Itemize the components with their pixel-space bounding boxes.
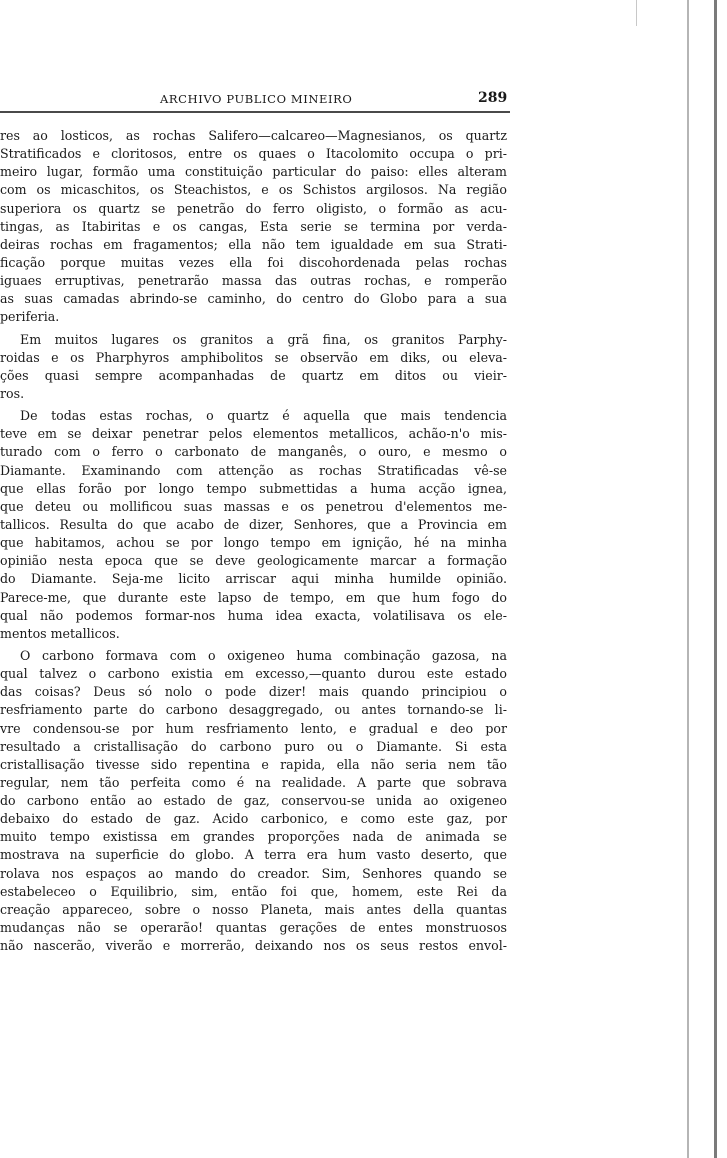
text-line: tingas, as Itabiritas e os cangas, Esta serie se termina por verda- [0, 218, 507, 234]
header-rule [0, 111, 510, 113]
text-line: mentos metallicos. [0, 625, 120, 641]
text-line: opinião nesta epoca que se deve geologicamente marcar a formação [0, 553, 507, 569]
book-spine-edge [714, 0, 717, 1158]
text-line: ções quasi sempre acompanhadas de quartz em ditos ou vieir- [0, 367, 507, 383]
text-line: as suas camadas abrindo-se caminho, do centro do Globo para a sua [0, 291, 507, 307]
text-line: das coisas? Deus só nolo o pode dizer! mais quando principiou o [0, 684, 507, 700]
text-line: Parece-me, que durante este lapso de tempo, em que hum fogo do [0, 589, 507, 605]
text-line: que habitamos, achou se por longo tempo em ignição, hé na minha [0, 535, 507, 551]
text-line: Em muitos lugares os granitos a grã fina, os granitos Parphy- [20, 331, 507, 347]
text-line: vre condensou-se por hum resfriamento lento, e gradual e deo por [0, 720, 507, 736]
text-line: cristallisação tivesse sido repentina e rapida, ella não seria nem tão [0, 756, 507, 772]
paragraph [0, 407, 507, 643]
running-header [0, 90, 510, 112]
text-line: não nascerão, viverão e morrerão, deixando nos os seus restos envol- [0, 938, 507, 954]
text-line: qual talvez o carbono existia em excesso,—quanto durou este estado [0, 666, 507, 682]
text-line: Stratificados e cloritosos, entre os quaes o Itacolomito occupa o pri- [0, 146, 507, 162]
text-line: do carbono então ao estado de gaz, conservou-se unida ao oxigeneo [0, 793, 507, 809]
page-number: 289 [478, 90, 508, 106]
text-line: periferia. [0, 309, 60, 325]
text-line: roidas e os Pharphyros amphibolitos se observão em diks, ou eleva- [0, 349, 507, 365]
text-line: do Diamante. Seja-me licito arriscar aqui minha humilde opinião. [0, 571, 507, 587]
text-line: tallicos. Resulta do que acabo de dizer, Senhores, que a Provincia em [0, 516, 507, 532]
text-line: deiras rochas em fragamentos; ella não tem igualdade em sua Strati- [0, 236, 507, 252]
text-line: resfriamento parte do carbono desaggregado, ou antes tornando-se li- [0, 702, 507, 718]
text-line: que ellas forão por longo tempo submettidas a huma acção ignea, [0, 480, 507, 496]
text-line: que deteu ou mollificou suas massas e os penetrou d'elementos me- [0, 498, 507, 514]
paragraph [0, 647, 507, 955]
text-line: mudanças não se operarão! quantas gerações de entes monstruosos [0, 920, 507, 936]
body-text [0, 127, 507, 955]
page-edge-line [687, 0, 689, 1158]
text-line: Diamante. Examinando com attenção as rochas Stratificadas vê-se [0, 462, 507, 478]
text-line: resultado a cristallisação do carbono puro ou o Diamante. Si esta [0, 738, 507, 754]
text-line: mostrava na superficie do globo. A terra era hum vasto deserto, que [0, 847, 507, 863]
text-line: qual não podemos formar-nos huma idea exacta, volatilisava os ele- [0, 607, 507, 623]
text-line: ficação porque muitas vezes ella foi discohordenada pelas rochas [0, 254, 507, 270]
text-line: com os micaschitos, os Steachistos, e os Schistos argilosos. Na região [0, 182, 507, 198]
text-line: creação appareceo, sobre o nosso Planeta, mais antes della quantas [0, 901, 507, 917]
text-line: turado com o ferro o carbonato de manganês, o ouro, e mesmo o [0, 444, 507, 460]
text-line: estabeleceo o Equilibrio, sim, então foi que, homem, este Rei da [0, 883, 507, 899]
text-line: De todas estas rochas, o quartz é aquella que mais tendencia [20, 408, 507, 424]
text-line: iguaes erruptivas, penetrarão massa das outras rochas, e romperão [0, 273, 507, 289]
text-line: O carbono formava com o oxigeneo huma combinação gazosa, na [20, 647, 507, 663]
running-header-title: ARCHIVO PUBLICO MINEIRO [160, 92, 353, 106]
paragraph [0, 127, 507, 327]
text-line: meiro lugar, formão uma constituição particular do paiso: elles alteram [0, 164, 507, 180]
page-edge-mark [636, 0, 637, 26]
paragraph [0, 331, 507, 404]
text-line: regular, nem tão perfeita como é na realidade. A parte que sobrava [0, 774, 507, 790]
text-line: ros. [0, 385, 25, 401]
text-line: muito tempo existissa em grandes proporções nada de animada se [0, 829, 507, 845]
text-line: rolava nos espaços ao mando do creador. Sim, Senhores quando se [0, 865, 507, 881]
text-line: teve em se deixar penetrar pelos elementos metallicos, achão-n'o mis- [0, 426, 507, 442]
text-line: res ao losticos, as rochas Salifero—calcareo—Magnesianos, os quartz [0, 128, 507, 143]
text-line: superiora os quartz se penetrão do ferro oligisto, o formão as acu- [0, 200, 507, 216]
text-line: debaixo do estado de gaz. Acido carbonico, e como este gaz, por [0, 811, 507, 827]
